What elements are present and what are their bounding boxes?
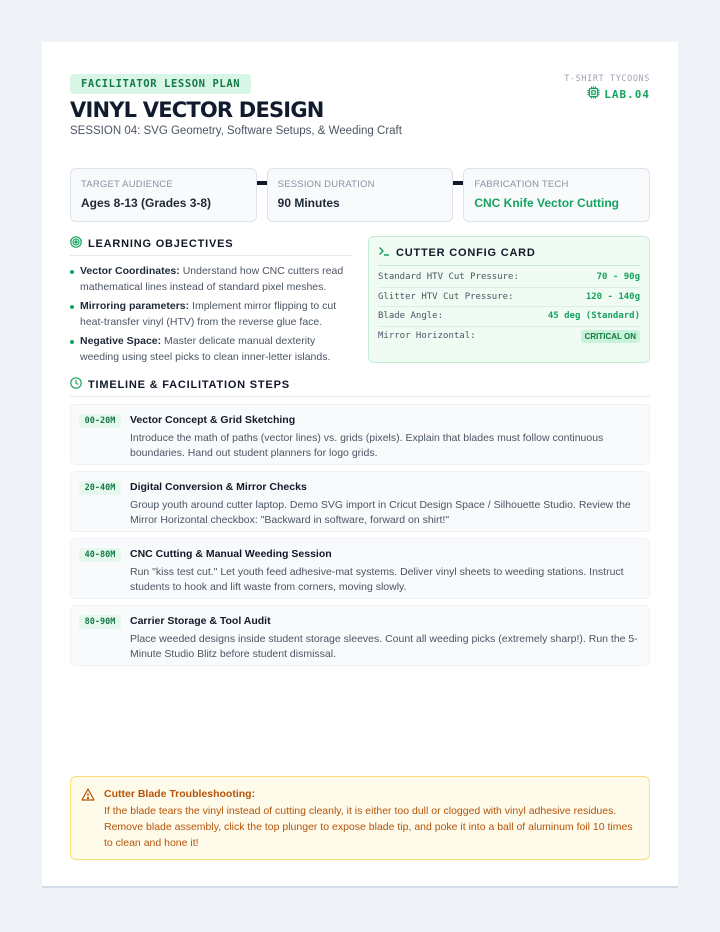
config-label: Mirror Horizontal: — [378, 331, 476, 342]
stats-row — [70, 168, 650, 222]
lesson-plan-page — [42, 42, 678, 888]
step-title: Digital Conversion & Mirror Checks — [130, 481, 307, 493]
stat-label: FABRICATION TECH — [474, 179, 569, 190]
lab-code — [587, 86, 650, 102]
config-row — [378, 268, 640, 288]
session-subtitle: SESSION 04: SVG Geometry, Software Setups, & Weeding Craft — [70, 125, 402, 137]
stat-session-duration — [267, 168, 454, 222]
objective-term: Mirroring parameters: — [80, 300, 190, 312]
objective-term: Vector Coordinates: — [80, 265, 180, 277]
config-rows — [378, 268, 640, 346]
stat-fabrication-tech — [463, 168, 650, 222]
step-description: Run "kiss test cut." Let youth feed adhesive-mat systems. Deliver vinyl sheets to weeding stations. Instruct students to hook and lift waste from corners, moving slowly. — [130, 566, 624, 593]
step-description: Group youth around cutter laptop. Demo SVG import in Cricut Design Space / Silhouette Studio. Review the Mirror Horizontal checkbox: "Backward in software, forward on shirt!" — [130, 499, 631, 526]
learning-objectives — [70, 236, 352, 369]
objectives-heading-text: LEARNING OBJECTIVES — [88, 237, 234, 250]
config-value: 45 deg (Standard) — [547, 311, 640, 322]
lesson-plan-badge: FACILITATOR LESSON PLAN — [70, 74, 251, 94]
config-heading — [378, 245, 640, 266]
stat-label: TARGET AUDIENCE — [81, 179, 173, 190]
objective-term: Negative Space: — [80, 335, 162, 347]
timeline-section — [70, 377, 650, 672]
chip-icon — [587, 86, 600, 102]
lab-code-text: LAB.04 — [604, 87, 650, 101]
objective-text: Understand how CNC cutters read mathematical lines instead of standard pixel meshes. — [80, 265, 344, 293]
step-time-badge: 40-80M — [79, 548, 121, 562]
objective-text: Implement mirror flipping to cut heat-transfer vinyl (HTV) from the reverse glue face. — [80, 300, 337, 328]
step-time-badge: 00-20M — [79, 414, 121, 428]
step-description: Introduce the math of paths (vector lines) vs. grids (pixels). Explain that blades must follow continuous boundaries. Hand out student planners for logo grids. — [130, 432, 604, 459]
timeline-step — [70, 471, 650, 532]
clock-icon — [70, 377, 82, 392]
config-label: Standard HTV Cut Pressure: — [378, 272, 519, 283]
brand-name: T-SHIRT TYCOONS — [564, 74, 650, 84]
timeline-step — [70, 404, 650, 465]
config-label: Glitter HTV Cut Pressure: — [378, 291, 514, 302]
stat-value: CNC Knife Vector Cutting — [474, 196, 620, 210]
list-item — [70, 264, 352, 295]
page-title: VINYL VECTOR DESIGN — [70, 98, 324, 122]
cutter-config-card — [368, 236, 650, 363]
config-heading-text: CUTTER CONFIG CARD — [396, 246, 536, 259]
list-item — [70, 299, 352, 330]
list-item — [70, 334, 352, 365]
step-description: Place weeded designs inside student storage sleeves. Count all weeding picks (extremely sharp!). Run the 5-Minute Studio Blitz before student dismissal. — [130, 633, 638, 660]
timeline-step — [70, 538, 650, 599]
step-time-badge: 20-40M — [79, 481, 121, 495]
objective-text: Master delicate manual dexterity weeding using steel picks to clean inner-letter islands. — [80, 335, 331, 363]
alert-title: Cutter Blade Troubleshooting: — [104, 788, 256, 800]
troubleshooting-alert — [70, 776, 650, 860]
timeline-heading — [70, 377, 650, 397]
timeline-heading-text: TIMELINE & FACILITATION STEPS — [88, 378, 290, 391]
step-time-badge: 80-90M — [79, 615, 121, 629]
step-title: CNC Cutting & Manual Weeding Session — [130, 548, 332, 560]
terminal-icon — [378, 245, 390, 260]
stat-label: SESSION DURATION — [277, 179, 375, 190]
objectives-list — [70, 264, 352, 365]
warning-icon — [81, 788, 95, 806]
timeline-steps — [70, 404, 650, 666]
stat-value: 90 Minutes — [277, 196, 340, 210]
alert-body: If the blade tears the vinyl instead of cutting cleanly, it is either too dull or clogged with vinyl adhesive residues. Remove blade assembly, click the top plunger to expose blade tip, and poke it into a ball of aluminum foil 10 times to clean and hone it! — [104, 805, 633, 849]
config-label: Blade Angle: — [378, 311, 444, 322]
step-title: Vector Concept & Grid Sketching — [130, 414, 296, 426]
timeline-step — [70, 605, 650, 666]
config-value: 120 - 140g — [585, 291, 640, 302]
target-icon — [70, 236, 82, 251]
config-value: 70 - 90g — [596, 272, 640, 283]
stat-value: Ages 8-13 (Grades 3-8) — [81, 196, 212, 210]
config-row — [378, 288, 640, 308]
config-row — [378, 327, 640, 347]
status-badge: CRITICAL ON — [581, 330, 640, 343]
page-header — [70, 74, 650, 154]
step-title: Carrier Storage & Tool Audit — [130, 615, 271, 627]
objectives-heading — [70, 236, 352, 256]
config-row — [378, 307, 640, 327]
stat-target-audience — [70, 168, 257, 222]
